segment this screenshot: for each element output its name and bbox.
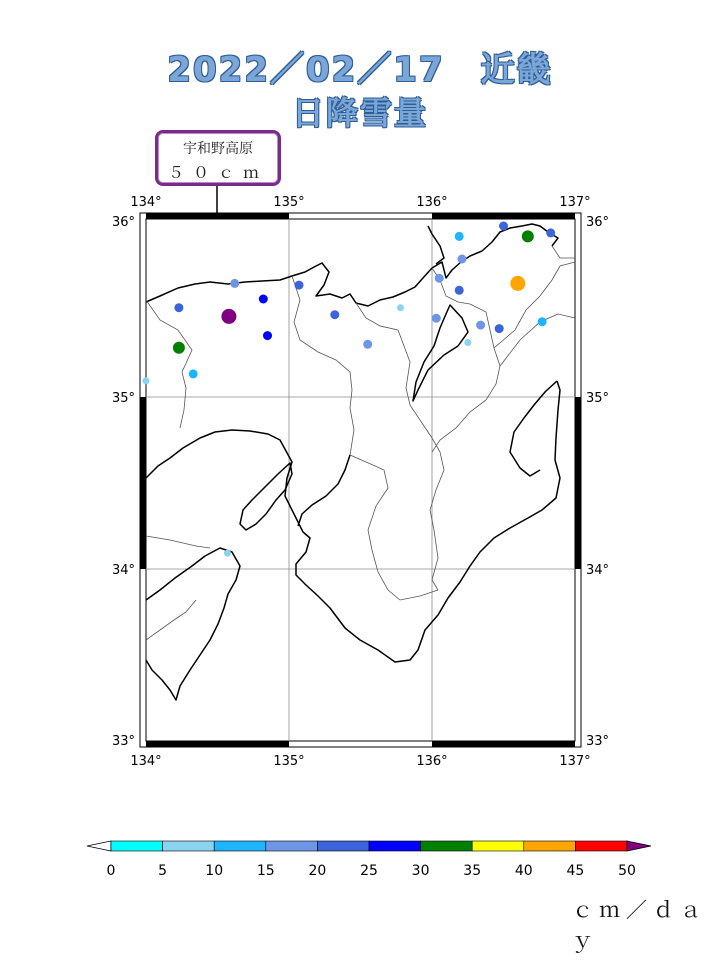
- station-marker[interactable]: [230, 279, 239, 288]
- lat-tick-left: 35°: [111, 391, 135, 406]
- legend-color-bin: [575, 841, 627, 851]
- lon-tick-top: 137°: [559, 195, 591, 210]
- station-marker[interactable]: [173, 342, 185, 354]
- station-marker[interactable]: [435, 274, 444, 283]
- legend-unit-label: ｃｍ／ｄａｙ: [572, 898, 707, 952]
- station-marker[interactable]: [295, 281, 304, 290]
- lat-tick-right: 33°: [586, 734, 610, 749]
- station-marker[interactable]: [221, 309, 236, 324]
- station-marker[interactable]: [464, 339, 471, 346]
- station-marker[interactable]: [510, 276, 525, 291]
- legend-color-bin: [214, 841, 266, 851]
- station-marker[interactable]: [458, 255, 467, 264]
- station-marker[interactable]: [495, 324, 504, 333]
- station-marker[interactable]: [455, 232, 464, 241]
- legend-over-triangle: [627, 841, 651, 851]
- map-frame: [140, 213, 581, 747]
- legend-color-bin: [524, 841, 576, 851]
- legend-under-triangle: [87, 841, 111, 851]
- station-marker[interactable]: [499, 222, 508, 231]
- legend-color-bin: [472, 841, 524, 851]
- station-marker[interactable]: [538, 317, 547, 326]
- station-marker[interactable]: [432, 314, 441, 323]
- station-marker[interactable]: [224, 550, 231, 557]
- lon-tick-bottom: 137°: [559, 754, 591, 769]
- legend-color-bin: [266, 841, 318, 851]
- legend-tick-label: 5: [158, 863, 168, 879]
- max-station-amount: ５０ｃｍ: [167, 163, 268, 182]
- station-marker[interactable]: [259, 295, 268, 304]
- legend-color-bin: [163, 841, 215, 851]
- station-marker[interactable]: [522, 230, 534, 242]
- station-marker[interactable]: [397, 304, 404, 311]
- map-title-date-region: 2022／02／17 近畿: [167, 50, 553, 90]
- legend-tick-label: 20: [308, 863, 327, 879]
- lon-tick-top: 134°: [130, 195, 162, 210]
- legend-tick-label: 35: [463, 863, 482, 879]
- legend-color-bin: [111, 841, 163, 851]
- lon-tick-top: 136°: [416, 195, 448, 210]
- station-marker[interactable]: [174, 303, 183, 312]
- legend-tick-label: 45: [566, 863, 585, 879]
- station-marker[interactable]: [263, 331, 272, 340]
- legend-tick-label: 10: [205, 863, 224, 879]
- legend-color-bin: [317, 841, 369, 851]
- lat-tick-right: 34°: [586, 563, 610, 578]
- lat-tick-right: 36°: [586, 215, 610, 230]
- station-marker[interactable]: [476, 321, 485, 330]
- lat-tick-left: 34°: [111, 563, 135, 578]
- station-marker[interactable]: [330, 310, 339, 319]
- lon-tick-top: 135°: [273, 195, 305, 210]
- legend-color-bin: [369, 841, 421, 851]
- lat-tick-right: 35°: [586, 391, 610, 406]
- legend-tick-label: 30: [411, 863, 430, 879]
- legend-tick-label: 25: [360, 863, 378, 879]
- legend-tick-label: 40: [514, 863, 533, 879]
- legend-tick-label: 15: [256, 863, 275, 879]
- color-scale-legend: [87, 841, 651, 879]
- max-station-name: 宇和野高原: [183, 141, 253, 157]
- lat-tick-left: 33°: [111, 734, 135, 749]
- station-marker[interactable]: [189, 369, 198, 378]
- station-marker[interactable]: [546, 228, 555, 237]
- legend-color-bin: [421, 841, 473, 851]
- station-marker[interactable]: [455, 286, 464, 295]
- legend-tick-label: 50: [618, 863, 636, 879]
- map-title-variable: 日降雪量: [291, 94, 428, 132]
- station-marker[interactable]: [143, 377, 150, 384]
- lon-tick-bottom: 134°: [130, 754, 162, 769]
- lon-tick-bottom: 135°: [273, 754, 305, 769]
- legend-tick-label: 0: [106, 863, 116, 879]
- lon-tick-bottom: 136°: [416, 754, 448, 769]
- station-marker[interactable]: [363, 340, 372, 349]
- lat-tick-left: 36°: [111, 215, 135, 230]
